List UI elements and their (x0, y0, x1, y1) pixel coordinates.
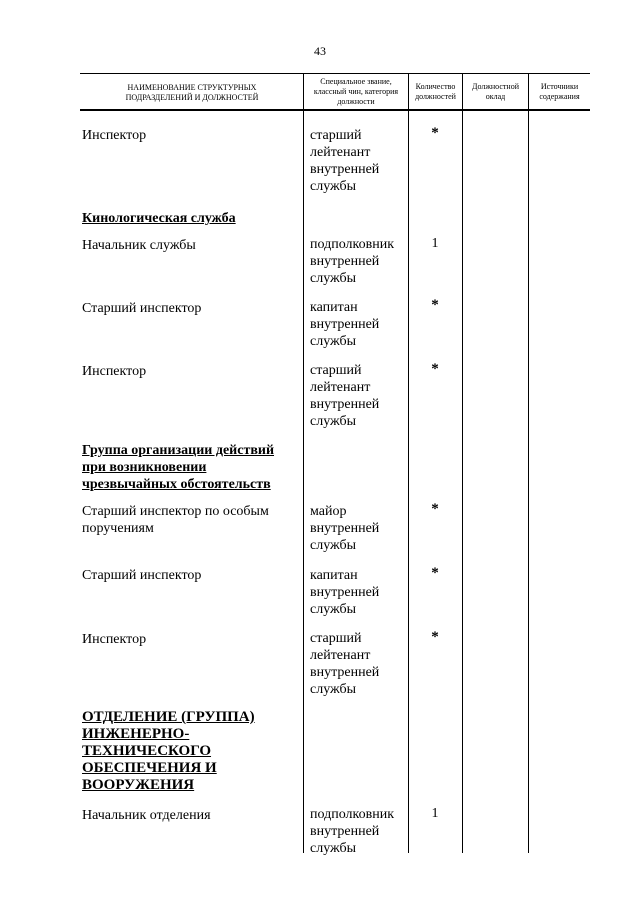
position-count: * (431, 297, 439, 313)
header-bottom-rule (80, 109, 590, 111)
position-rank: подполковник внутренней службы (310, 807, 394, 856)
position-name: Инспектор (82, 128, 147, 143)
position-name: Инспектор (82, 364, 147, 379)
position-name: Начальник службы (82, 238, 196, 253)
column-divider-4 (528, 73, 529, 853)
section-heading: Группа организации действий при возникновении чрезвычайных обстоятельств (82, 443, 275, 492)
position-count: 1 (431, 236, 439, 251)
position-count: * (431, 501, 439, 517)
header-col-rank: Специальное звание, классный чин, категория должности (313, 77, 399, 106)
position-count: * (431, 629, 439, 645)
header-col-name: НАИМЕНОВАНИЕ СТРУКТУРНЫХ ПОДРАЗДЕЛЕНИЙ И ДОЛЖНОСТЕЙ (125, 83, 259, 102)
column-divider-3 (462, 73, 463, 853)
header-top-rule (80, 73, 590, 74)
header-col-count: Количество должностей (415, 82, 456, 101)
position-rank: старший лейтенант внутренней службы (310, 128, 380, 194)
position-name: Старший инспектор (82, 568, 202, 583)
column-divider-2 (408, 73, 409, 853)
position-rank: майор внутренней службы (310, 504, 380, 553)
position-name: Инспектор (82, 632, 147, 647)
position-rank: капитан внутренней службы (310, 300, 380, 349)
header-col-salary: Должностной оклад (472, 82, 519, 101)
page-number: 43 (314, 44, 326, 58)
position-rank: старший лейтенант внутренней службы (310, 631, 380, 697)
position-count: * (431, 125, 439, 141)
position-rank: старший лейтенант внутренней службы (310, 363, 380, 429)
section-heading: Кинологическая служба (82, 211, 236, 226)
position-count: * (431, 361, 439, 377)
position-name: Начальник отделения (82, 808, 211, 823)
section-heading: ОТДЕЛЕНИЕ (ГРУППА) ИНЖЕНЕРНО-ТЕХНИЧЕСКОГО ОБЕСПЕЧЕНИЯ И ВООРУЖЕНИЯ (82, 709, 255, 793)
position-count: 1 (431, 806, 439, 821)
position-count: * (431, 565, 439, 581)
position-name: Старший инспектор (82, 301, 202, 316)
position-rank: капитан внутренней службы (310, 568, 380, 617)
position-name: Старший инспектор по особым поручениям (82, 504, 269, 536)
position-rank: подполковник внутренней службы (310, 237, 394, 286)
header-col-source: Источники содержания (539, 82, 580, 101)
column-divider-1 (303, 73, 304, 853)
